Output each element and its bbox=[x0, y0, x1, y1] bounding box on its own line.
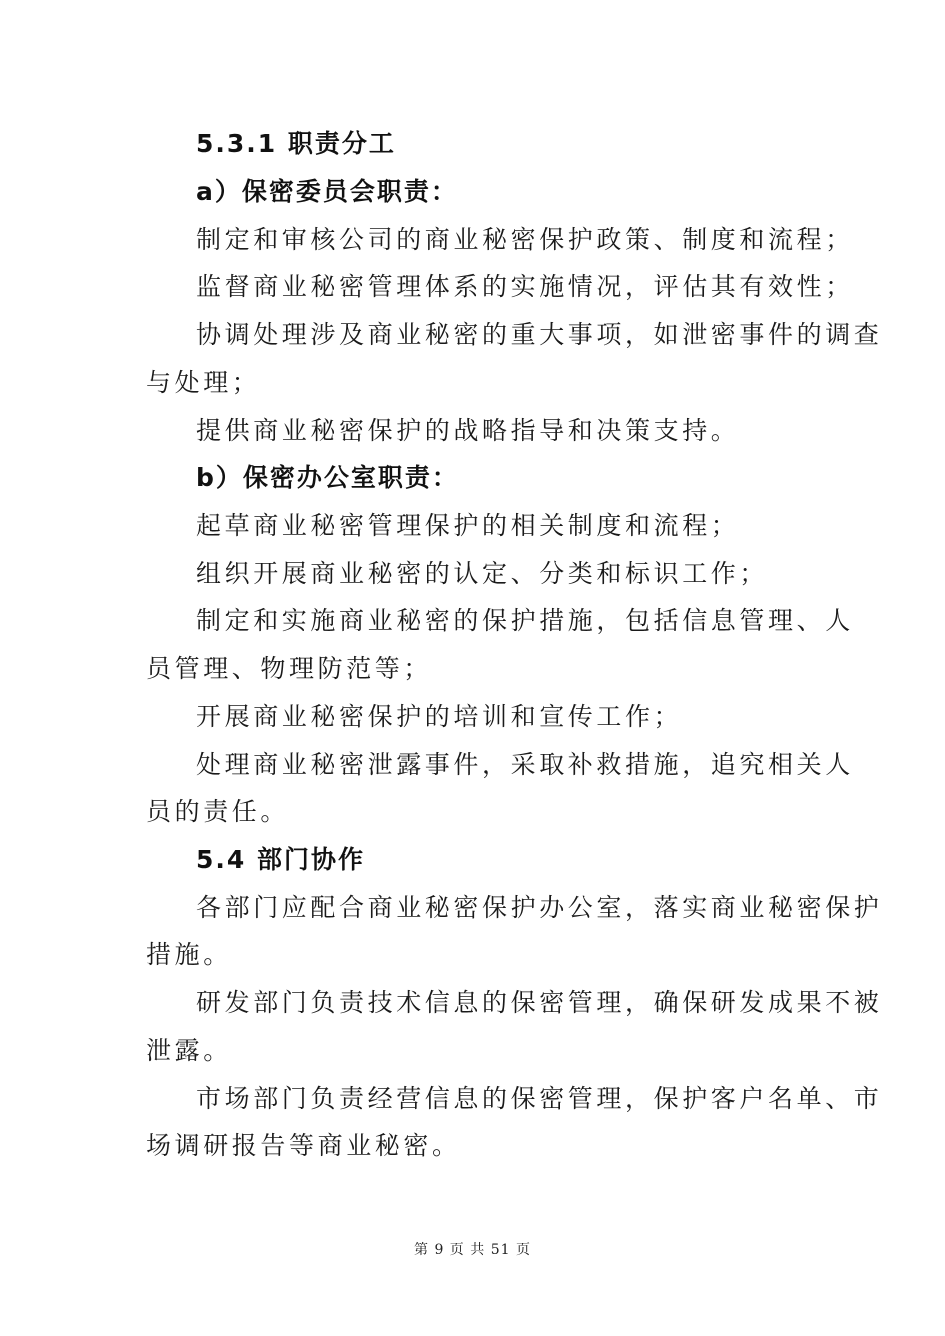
paragraph-line: 与处理； bbox=[146, 368, 261, 397]
paragraph-line: 制定和实施商业秘密的保护措施，包括信息管理、人 bbox=[196, 606, 854, 635]
paragraph-line: 员的责任。 bbox=[146, 797, 290, 826]
paragraph-line: 处理商业秘密泄露事件，采取补救措施，追究相关人 bbox=[196, 750, 854, 779]
section-heading-5-3-1: 5.3.1 职责分工 bbox=[196, 129, 396, 158]
paragraph-line: 监督商业秘密管理体系的实施情况，评估其有效性； bbox=[196, 272, 854, 301]
paragraph-line: 措施。 bbox=[146, 940, 232, 969]
subheading-office-duties: b）保密办公室职责： bbox=[196, 463, 459, 492]
paragraph-line: 制定和审核公司的商业秘密保护政策、制度和流程； bbox=[196, 225, 854, 254]
paragraph-line: 泄露。 bbox=[146, 1036, 232, 1065]
paragraph-line: 起草商业秘密管理保护的相关制度和流程； bbox=[196, 511, 740, 540]
paragraph-line: 市场部门负责经营信息的保密管理，保护客户名单、市 bbox=[196, 1084, 883, 1113]
paragraph-line: 协调处理涉及商业秘密的重大事项，如泄密事件的调查 bbox=[196, 320, 883, 349]
section-heading-5-4: 5.4 部门协作 bbox=[196, 845, 365, 874]
subheading-committee-duties: a）保密委员会职责： bbox=[196, 177, 458, 206]
paragraph-line: 研发部门负责技术信息的保密管理，确保研发成果不被 bbox=[196, 988, 883, 1017]
paragraph-line: 各部门应配合商业秘密保护办公室，落实商业秘密保护 bbox=[196, 893, 883, 922]
page-footer-number: 第 9 页 共 51 页 bbox=[414, 1242, 531, 1258]
paragraph-line: 场调研报告等商业秘密。 bbox=[146, 1131, 461, 1160]
paragraph-line: 员管理、物理防范等； bbox=[146, 654, 433, 683]
paragraph-line: 提供商业秘密保护的战略指导和决策支持。 bbox=[196, 416, 740, 445]
paragraph-line: 开展商业秘密保护的培训和宣传工作； bbox=[196, 702, 683, 731]
paragraph-line: 组织开展商业秘密的认定、分类和标识工作； bbox=[196, 559, 769, 588]
